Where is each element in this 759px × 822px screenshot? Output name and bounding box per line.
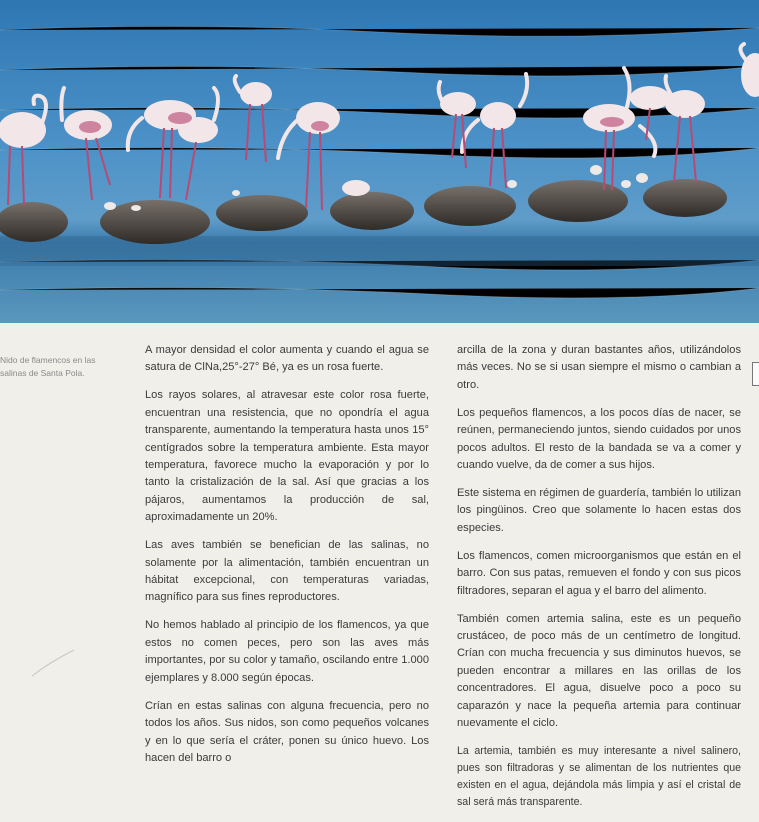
photo-caption: Nido de flamencos en las salinas de Santa Pola. [0,355,96,378]
paragraph: Crían en estas salinas con alguna frecuencia, pero no todos los años. Sus nidos, son como pequeños volcanes y en lo que sería el cráter, ponen su único huevo. Los hacen del barro o [145,699,429,764]
pencil-mark [30,648,76,678]
paragraph: Este sistema en régimen de guardería, también lo utilizan los pingüinos. Creo que solamente lo hacen estas dos especies. [457,487,741,534]
paragraph: Los flamencos, comen microorganismos que están en el barro. Con sus patas, remueven el fondo y con sus picos filtradores, separan el agua y el barro del alimento. [457,549,741,597]
page-edge-tab [752,362,759,386]
paragraph: También comen artemia salina, este es un pequeño crustáceo, de poco más de un centímetro de longitud. Crían con mucha frecuencia y sus diminutos huevos, se pueden encontrar a millares en las orillas de los concentradores. El agua, disuelve poco a poco su caparazón y nace la pequeña artemia para continuar nuevamente el ciclo. [457,612,741,730]
paragraph: Las aves también se benefician de las salinas, no solamente por la alimentación, también encuentran un hábitat excepcional, con temperaturas variadas, magnífico para sus fines reproductores. [145,539,429,604]
paragraph: A mayor densidad el color aumenta y cuando el agua se satura de ClNa,25°-27° Bé, ya es un rosa fuerte. [145,344,429,374]
paragraph: La artemia, también es muy interesante a nivel salinero, pues son filtradoras y se alimentan de los nutrientes que existen en el agua, dejándola más limpia y así el cristal de sal será más transparente. [457,745,741,809]
text-column-right [457,342,741,822]
paragraph: Los rayos solares, al atravesar este color rosa fuerte, encuentran una resistencia, que no opondría el agua transparente, aumentando la temperatura hasta unos 15° centígrados sobre la temperatura ambiente. Esta mayor temperatura, favorece mucho la evaporación y por lo tanto la cristalización de la sal. Así que gracias a los pájaros, aumentamos la producción de sal, aproximadamente un 20%. [145,389,429,524]
paragraph: arcilla de la zona y duran bastantes años, utilizándolos más veces. No se si usan siempre el mismo o cambian a otro. [457,344,741,391]
paragraph: Los pequeños flamencos, a los pocos días de nacer, se reúnen, permaneciendo juntos, siendo cuidados por unos pocos adultos. El resto de la bandada se va a comer y cuando vuelve, da de comer a sus hijos. [457,406,741,472]
flamingo-nests-photo [0,0,759,323]
paragraph: No hemos hablado al principio de los flamencos, ya que estos no comen peces, pero son las aves más importantes, por su color y tamaño, oscilando entre 1.000 ejemplares y 8.000 según épocas. [145,619,429,684]
text-column-left [145,342,429,778]
